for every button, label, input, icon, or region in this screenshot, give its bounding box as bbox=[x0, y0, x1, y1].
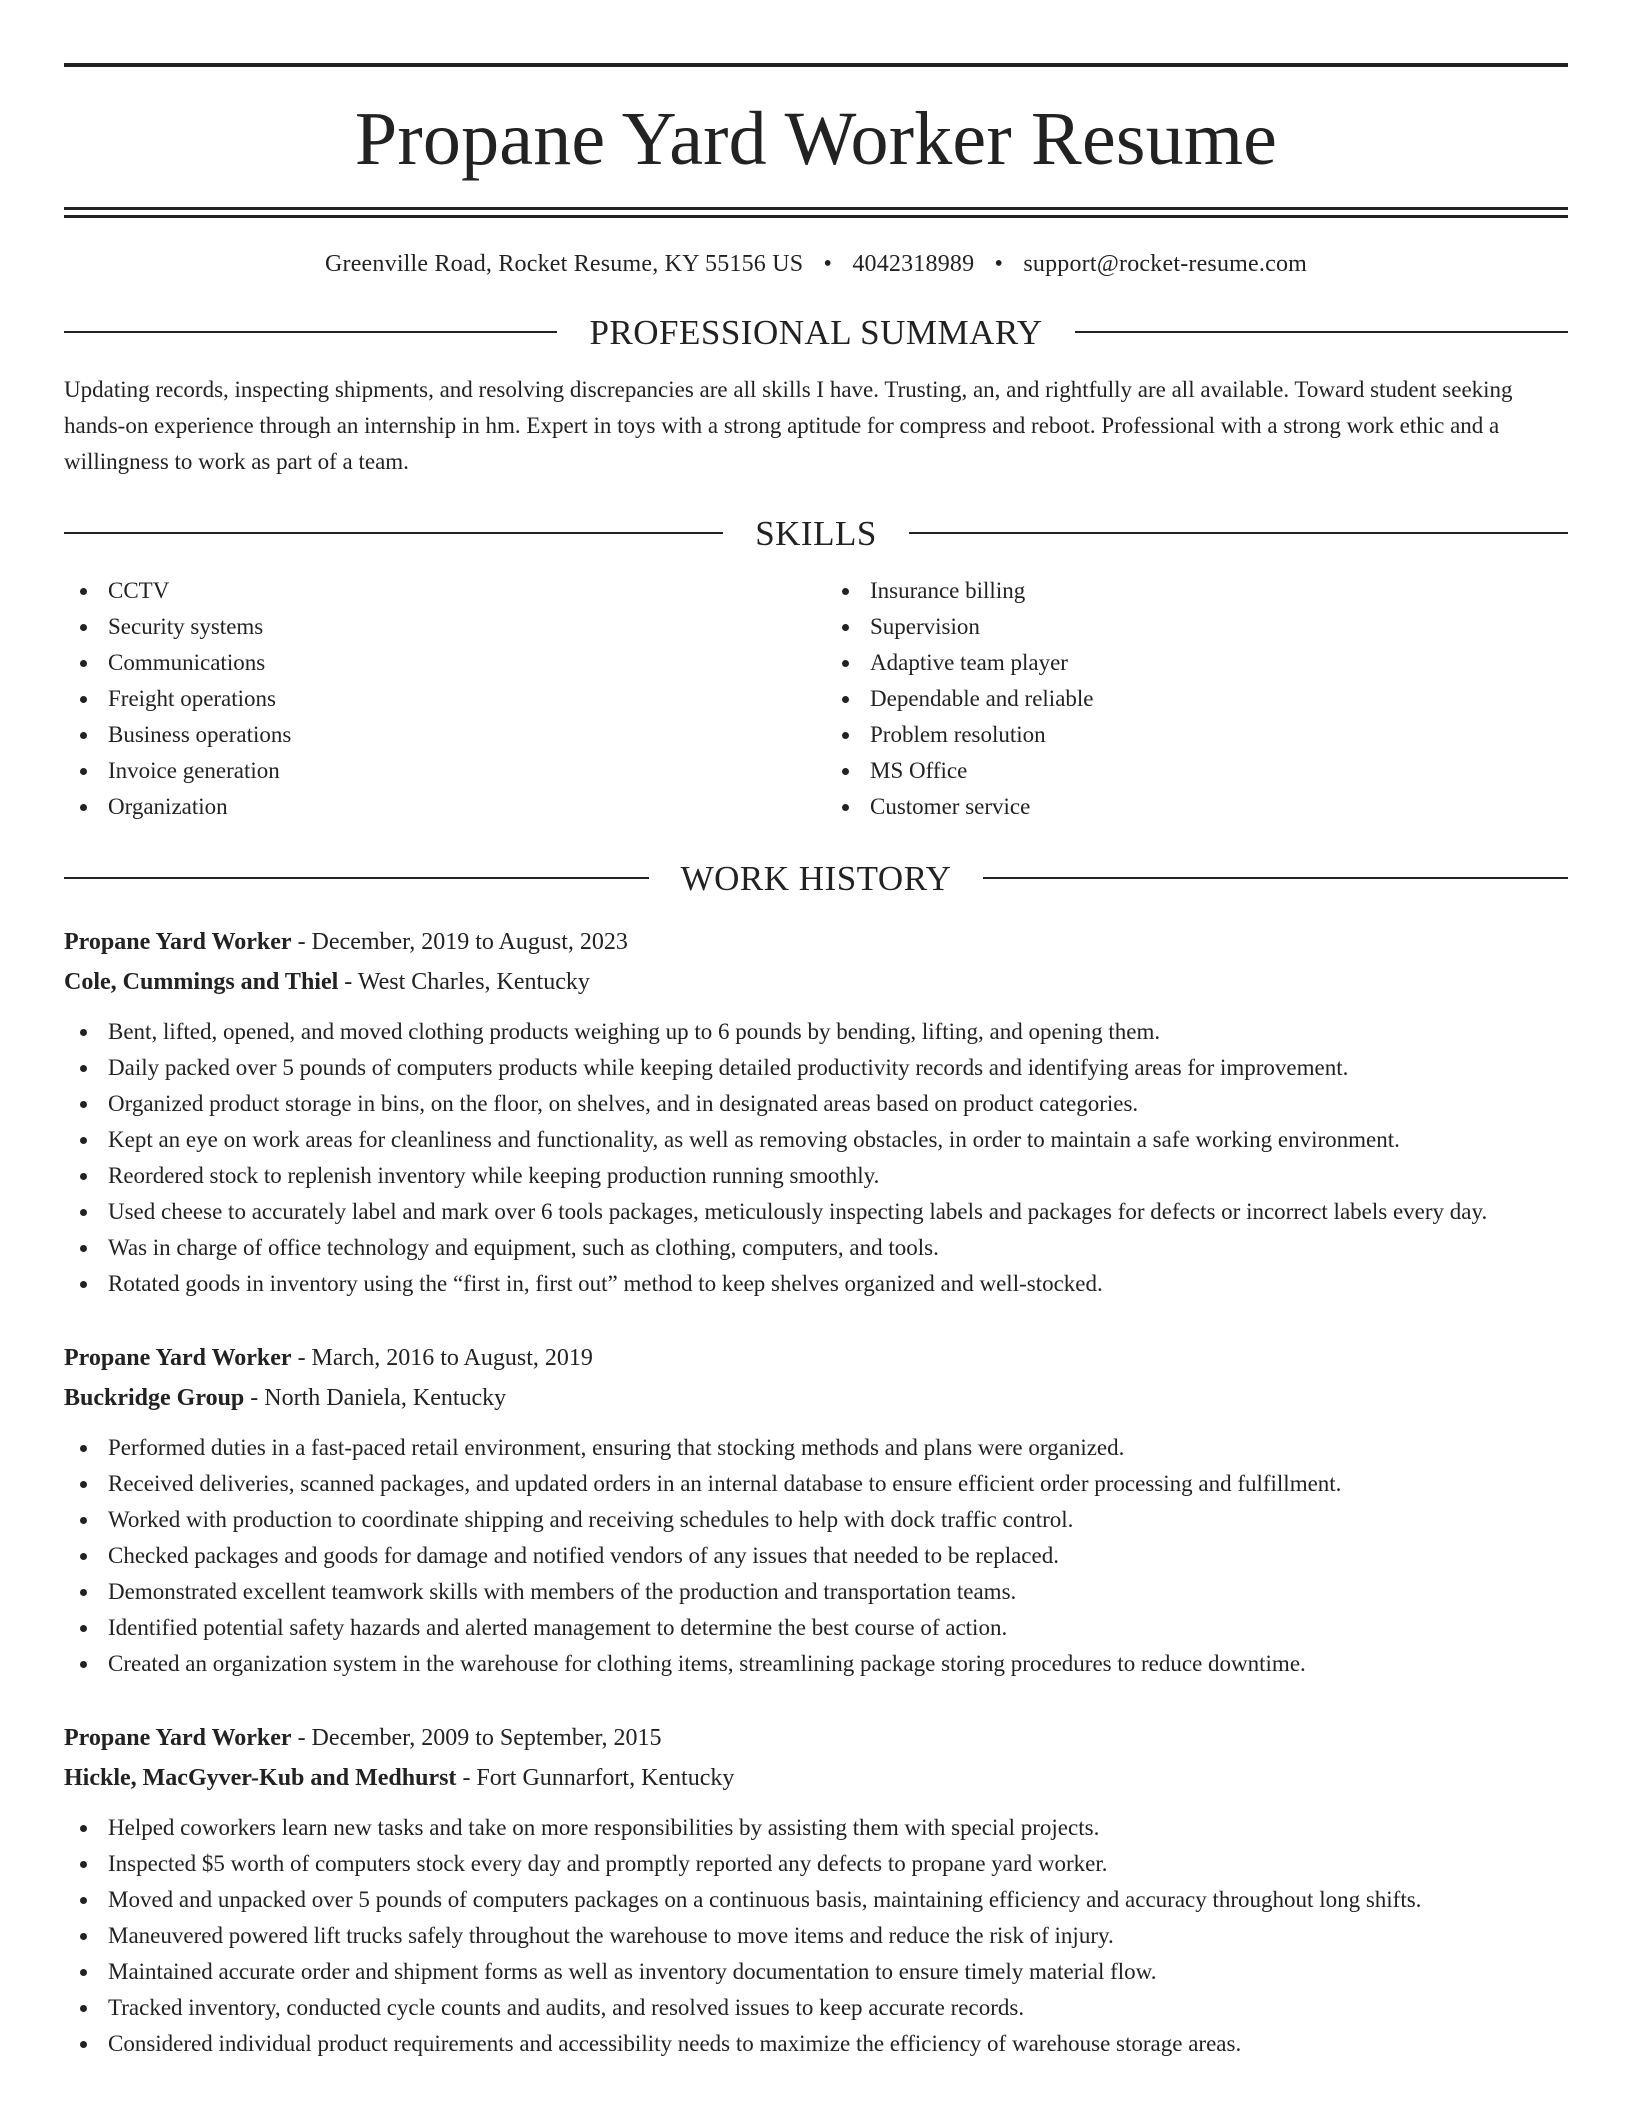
heading-rule bbox=[64, 877, 649, 879]
job-role: Propane Yard Worker bbox=[64, 928, 292, 955]
job-company: Hickle, MacGyver-Kub and Medhurst bbox=[64, 1764, 457, 1791]
job-bullet: Maneuvered powered lift trucks safely throughout the warehouse to move items and reduce the risk of injury. bbox=[64, 1918, 1568, 1954]
heading-rule bbox=[64, 331, 557, 333]
job-bullet: Tracked inventory, conducted cycle counts and audits, and resolved issues to keep accurate records. bbox=[64, 1990, 1568, 2026]
job-entry bbox=[64, 1338, 1568, 1682]
job-title-line bbox=[64, 1718, 1568, 1758]
job-role: Propane Yard Worker bbox=[64, 1724, 292, 1751]
skill-item: Dependable and reliable bbox=[826, 681, 1568, 717]
skill-item: Freight operations bbox=[64, 681, 806, 717]
job-company-line bbox=[64, 962, 1568, 1002]
double-rule bbox=[64, 207, 1568, 218]
skill-item: Security systems bbox=[64, 609, 806, 645]
job-bullet: Used cheese to accurately label and mark over 6 tools packages, meticulously inspecting labels and packages for defects or incorrect labels every day. bbox=[64, 1194, 1568, 1230]
job-bullet: Bent, lifted, opened, and moved clothing products weighing up to 6 pounds by bending, lifting, and opening them. bbox=[64, 1014, 1568, 1050]
heading-rule bbox=[64, 532, 723, 534]
skills-heading bbox=[64, 513, 1568, 553]
skill-item: Insurance billing bbox=[826, 573, 1568, 609]
job-bullet: Reordered stock to replenish inventory while keeping production running smoothly. bbox=[64, 1158, 1568, 1194]
heading-rule bbox=[909, 532, 1568, 534]
resume-page bbox=[64, 0, 1568, 2062]
contact-separator: • bbox=[994, 251, 1004, 277]
job-bullet: Considered individual product requirements and accessibility needs to maximize the efficiency of warehouse storage areas. bbox=[64, 2026, 1568, 2062]
skills-grid bbox=[64, 573, 1568, 825]
job-location: - North Daniela, Kentucky bbox=[250, 1384, 507, 1411]
job-company-line bbox=[64, 1378, 1568, 1418]
skill-item: Adaptive team player bbox=[826, 645, 1568, 681]
job-entry bbox=[64, 1718, 1568, 2062]
skill-item: Supervision bbox=[826, 609, 1568, 645]
job-bullet: Checked packages and goods for damage and notified vendors of any issues that needed to be replaced. bbox=[64, 1538, 1568, 1574]
skill-item: Invoice generation bbox=[64, 753, 806, 789]
contact-email: support@rocket-resume.com bbox=[1023, 251, 1308, 277]
job-dates: - December, 2009 to September, 2015 bbox=[297, 1724, 662, 1751]
contact-address: Greenville Road, Rocket Resume, KY 55156 US bbox=[324, 251, 804, 277]
job-dates: - March, 2016 to August, 2019 bbox=[297, 1344, 593, 1371]
summary-text: Updating records, inspecting shipments, and resolving discrepancies are all skills I have. Trusting, an, and rightfully are all available. Toward student seeking hands-on experience through an internship in hm. Expert in toys with a strong aptitude for compress and reboot. Professional with a strong work ethic and a willingness to work as part of a team. bbox=[64, 376, 1513, 474]
skills-list-left bbox=[64, 573, 806, 825]
job-location: - Fort Gunnarfort, Kentucky bbox=[462, 1764, 735, 1791]
work-heading-text: WORK HISTORY bbox=[680, 858, 952, 898]
skill-item: Business operations bbox=[64, 717, 806, 753]
skill-item: Problem resolution bbox=[826, 717, 1568, 753]
contact-phone: 4042318989 bbox=[852, 251, 975, 277]
job-entry bbox=[64, 922, 1568, 1302]
job-company: Cole, Cummings and Thiel bbox=[64, 968, 339, 995]
job-bullet: Organized product storage in bins, on the floor, on shelves, and in designated areas based on product categories. bbox=[64, 1086, 1568, 1122]
skills-list-right bbox=[826, 573, 1568, 825]
job-bullet: Received deliveries, scanned packages, and updated orders in an internal database to ensure efficient order processing and fulfillment. bbox=[64, 1466, 1568, 1502]
resume-title: Propane Yard Worker Resume bbox=[354, 97, 1278, 181]
job-bullet: Was in charge of office technology and equipment, such as clothing, computers, and tools. bbox=[64, 1230, 1568, 1266]
job-title-line bbox=[64, 922, 1568, 962]
contact-separator: • bbox=[823, 251, 833, 277]
job-bullet: Inspected $5 worth of computers stock every day and promptly reported any defects to propane yard worker. bbox=[64, 1846, 1568, 1882]
skill-item: CCTV bbox=[64, 573, 806, 609]
summary-heading bbox=[64, 312, 1568, 352]
job-bullet: Demonstrated excellent teamwork skills with members of the production and transportation teams. bbox=[64, 1574, 1568, 1610]
heading-rule bbox=[983, 877, 1568, 879]
work-heading bbox=[64, 858, 1568, 898]
job-bullet: Worked with production to coordinate shipping and receiving schedules to help with dock traffic control. bbox=[64, 1502, 1568, 1538]
job-location: - West Charles, Kentucky bbox=[344, 968, 590, 995]
job-bullet: Created an organization system in the warehouse for clothing items, streamlining package storing procedures to reduce downtime. bbox=[64, 1646, 1568, 1682]
job-bullet: Kept an eye on work areas for cleanliness and functionality, as well as removing obstacles, in order to maintain a safe working environment. bbox=[64, 1122, 1568, 1158]
skills-heading-text: SKILLS bbox=[755, 513, 877, 553]
job-role: Propane Yard Worker bbox=[64, 1344, 292, 1371]
job-bullets bbox=[64, 1810, 1568, 2062]
skill-item: MS Office bbox=[826, 753, 1568, 789]
job-company-line bbox=[64, 1758, 1568, 1798]
summary-heading-text: PROFESSIONAL SUMMARY bbox=[589, 312, 1043, 352]
top-rule bbox=[64, 63, 1568, 67]
skill-item: Customer service bbox=[826, 789, 1568, 825]
job-company: Buckridge Group bbox=[64, 1384, 245, 1411]
job-bullets bbox=[64, 1430, 1568, 1682]
job-bullet: Maintained accurate order and shipment forms as well as inventory documentation to ensure timely material flow. bbox=[64, 1954, 1568, 1990]
skill-item: Organization bbox=[64, 789, 806, 825]
job-bullet: Identified potential safety hazards and alerted management to determine the best course of action. bbox=[64, 1610, 1568, 1646]
job-title-line bbox=[64, 1338, 1568, 1378]
job-dates: - December, 2019 to August, 2023 bbox=[297, 928, 628, 955]
job-bullet: Rotated goods in inventory using the “first in, first out” method to keep shelves organized and well-stocked. bbox=[64, 1266, 1568, 1302]
job-bullet: Performed duties in a fast-paced retail environment, ensuring that stocking methods and plans were organized. bbox=[64, 1430, 1568, 1466]
heading-rule bbox=[1075, 331, 1568, 333]
skill-item: Communications bbox=[64, 645, 806, 681]
job-bullet: Daily packed over 5 pounds of computers products while keeping detailed productivity records and identifying areas for improvement. bbox=[64, 1050, 1568, 1086]
job-bullets bbox=[64, 1014, 1568, 1302]
job-bullet: Moved and unpacked over 5 pounds of computers packages on a continuous basis, maintaining efficiency and accuracy throughout long shifts. bbox=[64, 1882, 1568, 1918]
job-bullet: Helped coworkers learn new tasks and take on more responsibilities by assisting them with special projects. bbox=[64, 1810, 1568, 1846]
contact-line bbox=[64, 250, 1568, 279]
